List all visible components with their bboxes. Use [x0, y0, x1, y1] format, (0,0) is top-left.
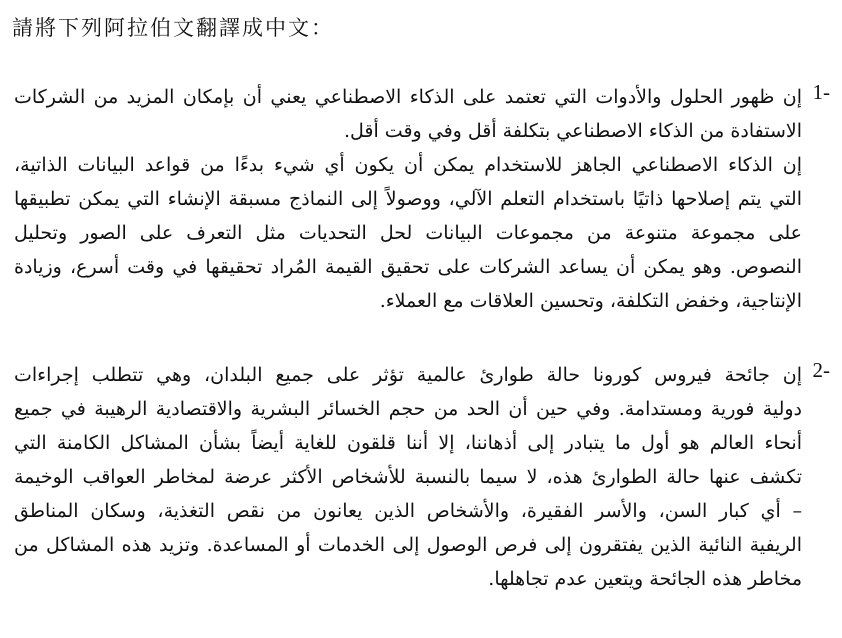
paragraph-body [14, 358, 802, 596]
paragraph-line: – أي كبار السن، والأسر الفقيرة، والأشخاص الذين يعانون من نقص التغذية، وسكان المناطق [14, 500, 802, 522]
paragraph-line: مخاطر هذه الجائحة ويتعين عدم تجاهلها. [488, 568, 802, 590]
paragraph-line: إن ظهور الحلول والأدوات التي تعتمد على الذكاء الاصطناعي يعني أن بإمكان المزيد من الشركات [14, 86, 802, 108]
paragraph-line: الإنتاجية، وخفض التكلفة، وتحسين العلاقات مع العملاء. [379, 290, 802, 312]
paragraph-line: على مجموعة متنوعة من مجموعات البيانات لحل التحديات مثل التعرف على الصور وتحليل [14, 222, 802, 244]
paragraph-line: دولية فورية ومستدامة. وفي حين أن الحد من حجم الخسائر البشرية والاقتصادية الرهيبة في جميع [14, 398, 802, 420]
item-number: 1- [812, 80, 830, 104]
paragraph-line: إن جائحة فيروس كورونا حالة طوارئ عالمية تؤثر على جميع البلدان، وهي تتطلب إجراءات [14, 364, 802, 386]
paragraph-line: أنحاء العالم هو أول ما يتبادر إلى أذهاننا، إلا أننا قلقون للغاية أيضاً بشأن المشاكل الكامنة التي [14, 432, 802, 454]
paragraph-line: تكشف عنها حالة الطوارئ هذه، لا سيما بالنسبة للأشخاص الأكثر عرضة لمخاطر العواقب الوخيمة [14, 466, 802, 488]
item-number: 2- [812, 358, 830, 382]
paragraph-line: الاستفادة من الذكاء الاصطناعي بتكلفة أقل وفي وقت أقل. [343, 120, 802, 142]
paragraph-item-1 [14, 80, 830, 318]
paragraph-item-2 [14, 358, 830, 596]
paragraph-line: الريفية النائية الذين يفتقرون إلى فرص الوصول إلى الخدمات أو المساعدة. وتزيد هذه المشاكل من [14, 534, 802, 556]
instruction-heading: 請將下列阿拉伯文翻譯成中文： [12, 16, 334, 40]
paragraph-body [14, 80, 802, 318]
paragraph-line: التي يتم إصلاحها ذاتيًا باستخدام التعلم الآلي، ووصولاً إلى النماذج مسبقة الإنشاء التي يمكن تطبيقها [14, 188, 802, 210]
paragraph-line: النصوص. وهو يمكن أن يساعد الشركات على تحقيق القيمة المُراد تحقيقها في وقت أسرع، وزيادة [14, 256, 802, 278]
paragraph-line: إن الذكاء الاصطناعي الجاهز للاستخدام يمكن أن يكون أي شيء بدءًا من قواعد البيانات الذاتية، [14, 154, 802, 176]
